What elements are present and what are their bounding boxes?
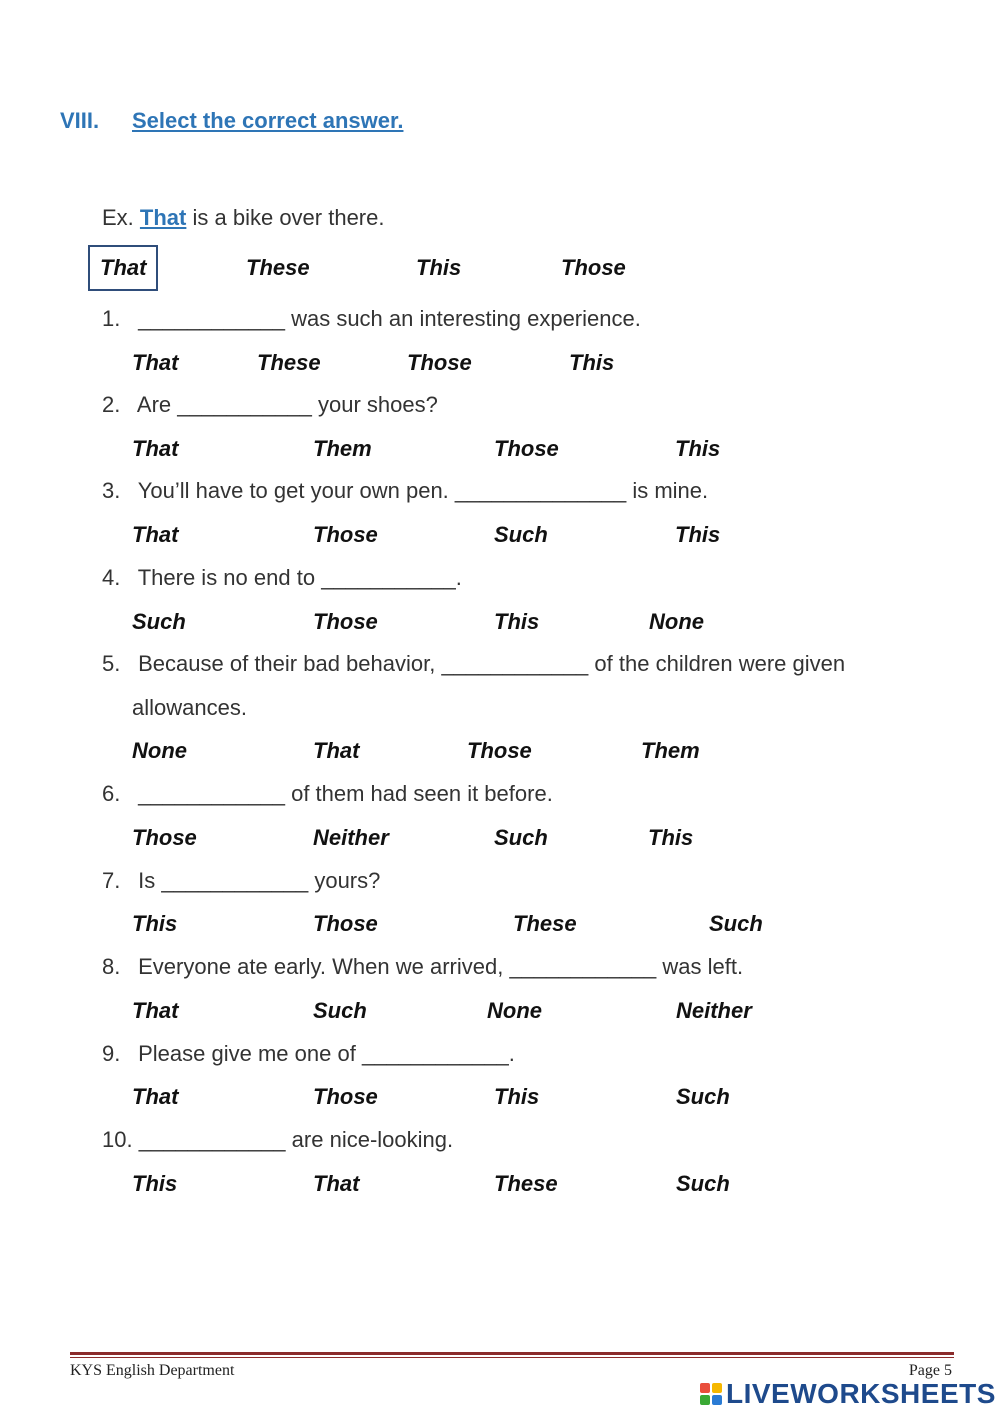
question-number: 1. bbox=[102, 306, 121, 331]
option[interactable]: These bbox=[513, 911, 577, 936]
option[interactable]: This bbox=[132, 911, 178, 936]
question-9 bbox=[102, 1041, 515, 1067]
question-text: There is no end to bbox=[137, 565, 316, 590]
question-text: yours? bbox=[314, 868, 381, 893]
option[interactable]: That bbox=[132, 1084, 179, 1109]
answer-blank[interactable]: ____________ bbox=[138, 1127, 286, 1152]
question-2 bbox=[102, 392, 438, 418]
option[interactable]: Those bbox=[132, 825, 197, 850]
option[interactable]: That bbox=[132, 436, 179, 461]
answer-blank[interactable]: ____________ bbox=[361, 1041, 509, 1066]
option[interactable]: These bbox=[257, 350, 321, 375]
option[interactable]: None bbox=[649, 609, 704, 634]
option[interactable]: Those bbox=[467, 738, 532, 763]
question-7 bbox=[102, 868, 380, 894]
question-number: 6. bbox=[102, 781, 121, 806]
option[interactable]: This bbox=[675, 436, 721, 461]
option[interactable]: This bbox=[494, 1084, 540, 1109]
option[interactable]: Such bbox=[709, 911, 763, 936]
answer-blank[interactable]: ____________ bbox=[441, 651, 589, 676]
option[interactable]: None bbox=[132, 738, 187, 763]
option[interactable]: Neither bbox=[676, 998, 752, 1023]
option[interactable]: Such bbox=[132, 609, 186, 634]
footer-rule-thin bbox=[70, 1357, 954, 1358]
question-text: was left. bbox=[662, 954, 744, 979]
answer-blank[interactable]: ___________ bbox=[321, 565, 456, 590]
question-text: is mine. bbox=[632, 478, 709, 503]
answer-blank[interactable]: ____________ bbox=[138, 781, 285, 806]
question-3 bbox=[102, 478, 708, 504]
option[interactable]: That bbox=[313, 1171, 360, 1196]
question-text: Because of their bad behavior, bbox=[138, 651, 436, 676]
question-number: 7. bbox=[102, 868, 121, 893]
option[interactable]: This bbox=[132, 1171, 178, 1196]
answer-blank[interactable]: ______________ bbox=[454, 478, 627, 503]
question-text: Are bbox=[136, 392, 172, 417]
option[interactable]: That bbox=[132, 350, 179, 375]
answer-blank[interactable]: ___________ bbox=[177, 392, 312, 417]
question-text: . bbox=[508, 1041, 515, 1066]
example-option-selected[interactable]: That bbox=[88, 245, 158, 291]
liveworksheets-logo-text: LIVEWORKSHEETS bbox=[726, 1378, 996, 1409]
question-number: 5. bbox=[102, 651, 121, 676]
question-text: . bbox=[455, 565, 462, 590]
example-prefix: Ex. bbox=[102, 205, 134, 230]
section-number: VIII. bbox=[60, 108, 100, 133]
question-text: of them had seen it before. bbox=[291, 781, 553, 806]
option[interactable]: Those bbox=[313, 1084, 378, 1109]
answer-blank[interactable]: ____________ bbox=[138, 306, 285, 331]
option[interactable]: Those bbox=[313, 911, 378, 936]
option[interactable]: That bbox=[313, 738, 360, 763]
example-option[interactable]: This bbox=[416, 255, 462, 280]
footer-page-number: Page 5 bbox=[908, 1362, 952, 1379]
option[interactable]: Those bbox=[313, 522, 378, 547]
section-heading bbox=[60, 108, 403, 134]
answer-blank[interactable]: ____________ bbox=[161, 868, 309, 893]
option[interactable]: Those bbox=[407, 350, 472, 375]
question-10 bbox=[102, 1127, 453, 1153]
liveworksheets-logo-icon bbox=[700, 1383, 722, 1405]
option[interactable]: Them bbox=[313, 436, 372, 461]
question-number: 9. bbox=[102, 1041, 121, 1066]
question-number: 8. bbox=[102, 954, 121, 979]
question-number: 4. bbox=[102, 565, 121, 590]
question-text: Please give me one of bbox=[138, 1041, 356, 1066]
question-text: Is bbox=[138, 868, 156, 893]
question-text: are nice-looking. bbox=[291, 1127, 454, 1152]
question-8 bbox=[102, 954, 743, 980]
answer-blank[interactable]: ____________ bbox=[509, 954, 657, 979]
footer-rule bbox=[70, 1352, 954, 1355]
option[interactable]: Neither bbox=[313, 825, 389, 850]
option[interactable]: Such bbox=[676, 1171, 730, 1196]
question-number: 2. bbox=[102, 392, 121, 417]
question-4 bbox=[102, 565, 462, 591]
example-option[interactable]: These bbox=[246, 255, 310, 280]
question-text: your shoes? bbox=[318, 392, 438, 417]
example-answer: That bbox=[139, 205, 187, 230]
option[interactable]: These bbox=[494, 1171, 558, 1196]
question-5 bbox=[102, 651, 845, 677]
option[interactable]: None bbox=[487, 998, 542, 1023]
question-6 bbox=[102, 781, 553, 807]
question-text: You’ll have to get your own pen. bbox=[137, 478, 449, 503]
option[interactable]: Such bbox=[313, 998, 367, 1023]
example-rest: is a bike over there. bbox=[192, 205, 385, 230]
option[interactable]: Those bbox=[494, 436, 559, 461]
option[interactable]: This bbox=[569, 350, 615, 375]
option[interactable]: Those bbox=[313, 609, 378, 634]
question-text: was such an interesting experience. bbox=[291, 306, 641, 331]
example-sentence bbox=[102, 205, 384, 231]
question-text: Everyone ate early. When we arrived, bbox=[138, 954, 504, 979]
option[interactable]: This bbox=[648, 825, 694, 850]
option[interactable]: This bbox=[675, 522, 721, 547]
option[interactable]: This bbox=[494, 609, 540, 634]
footer-department: KYS English Department bbox=[70, 1362, 235, 1379]
question-number: 10. bbox=[102, 1127, 133, 1152]
option[interactable]: Such bbox=[494, 522, 548, 547]
question-5-continued: allowances. bbox=[132, 695, 247, 720]
question-1 bbox=[102, 306, 641, 332]
option[interactable]: That bbox=[132, 998, 179, 1023]
question-text: of the children were given bbox=[594, 651, 846, 676]
example-option[interactable]: Those bbox=[561, 255, 626, 280]
option[interactable]: Them bbox=[641, 738, 700, 763]
option[interactable]: Such bbox=[676, 1084, 730, 1109]
liveworksheets-logo bbox=[700, 1378, 996, 1410]
option[interactable]: Such bbox=[494, 825, 548, 850]
question-number: 3. bbox=[102, 478, 121, 503]
option[interactable]: That bbox=[132, 522, 179, 547]
section-title: Select the correct answer. bbox=[132, 108, 404, 133]
